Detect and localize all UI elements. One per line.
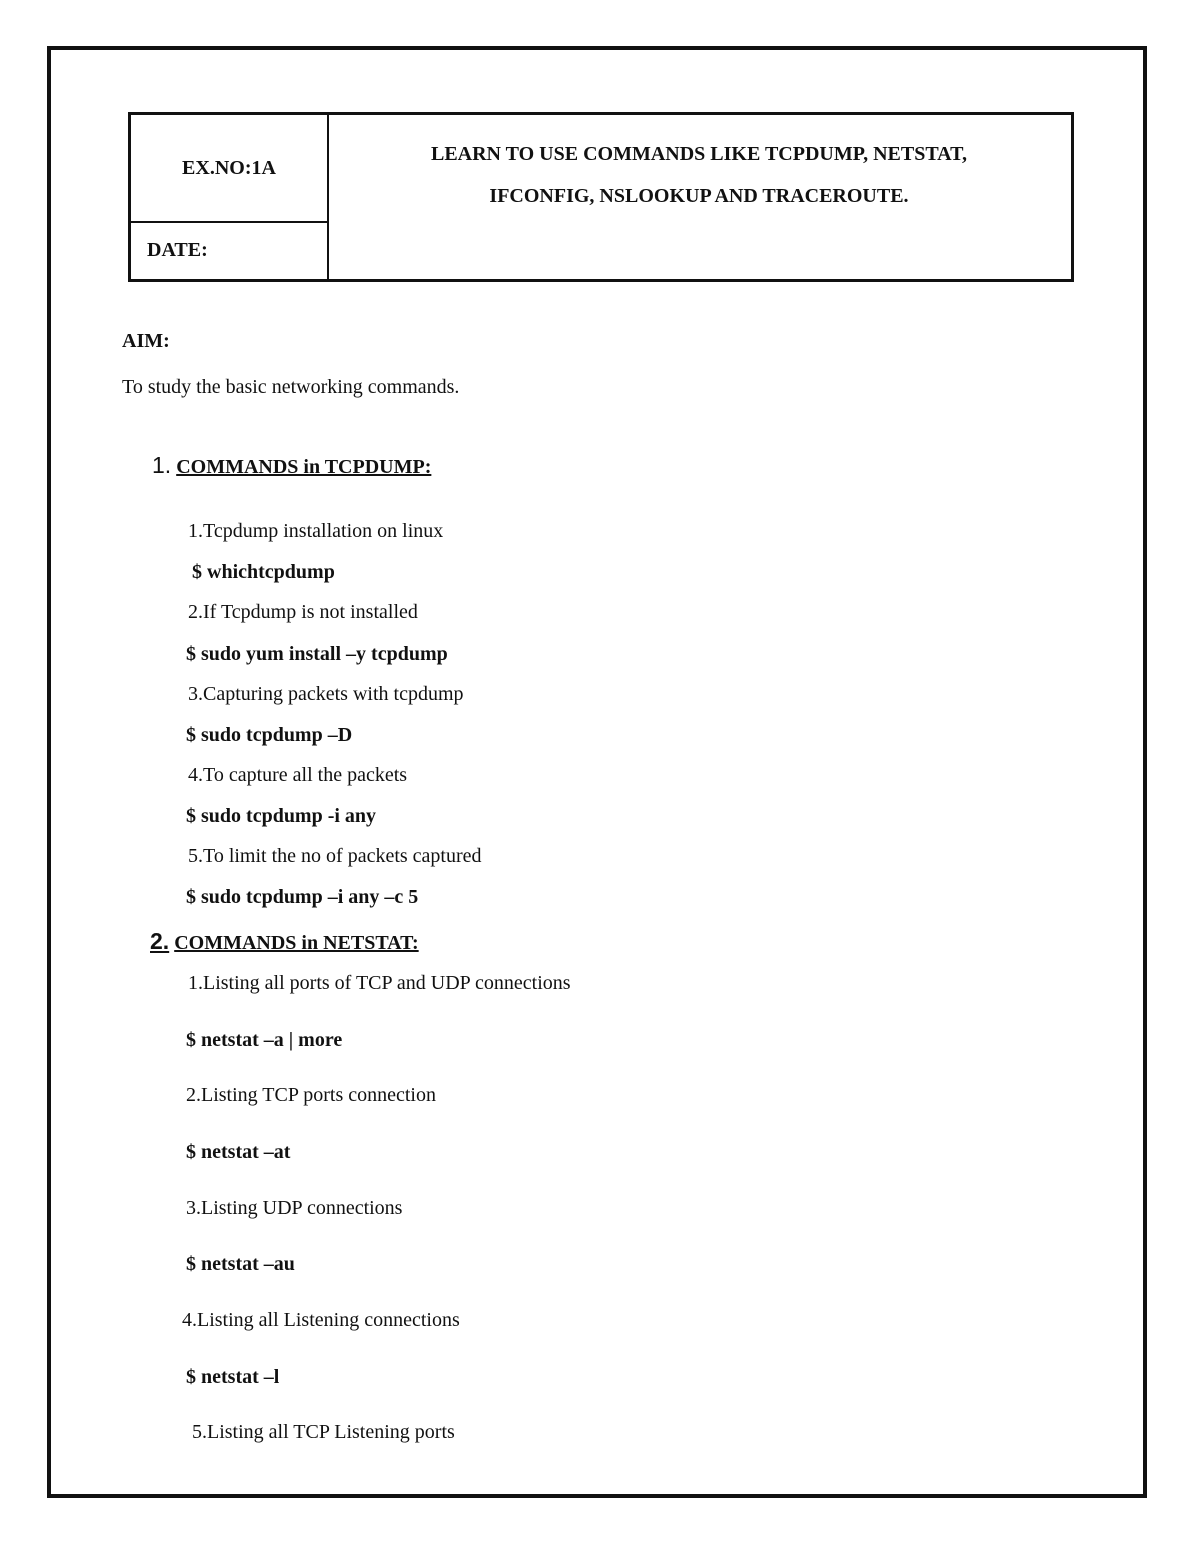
section-2-heading	[150, 928, 419, 955]
tcpdump-item-1-desc: 1.Tcpdump installation on linux	[188, 520, 444, 542]
exercise-title	[327, 133, 1071, 217]
netstat-item-1-desc: 1.Listing all ports of TCP and UDP connections	[188, 972, 571, 994]
netstat-item-4-desc: 4.Listing all Listening connections	[182, 1309, 460, 1331]
aim-label: AIM:	[122, 330, 170, 352]
header-left-column	[131, 115, 329, 279]
aim-text: To study the basic networking commands.	[122, 376, 460, 398]
exercise-number: EX.NO:1A	[131, 115, 327, 223]
date-label: DATE:	[147, 239, 208, 261]
netstat-item-4-cmd: $ netstat –l	[186, 1366, 280, 1388]
section-1-title: COMMANDS in TCPDUMP:	[176, 456, 432, 478]
netstat-item-1-cmd: $ netstat –a | more	[186, 1029, 343, 1051]
tcpdump-item-5-cmd: $ sudo tcpdump –i any –c 5	[186, 886, 419, 908]
section-1-number: 1.	[152, 452, 172, 478]
netstat-item-3-desc: 3.Listing UDP connections	[186, 1197, 403, 1219]
netstat-item-2-desc: 2.Listing TCP ports connection	[186, 1084, 436, 1106]
exercise-title-line-1: LEARN TO USE COMMANDS LIKE TCPDUMP, NETSTAT,	[430, 143, 967, 165]
tcpdump-item-3-cmd: $ sudo tcpdump –D	[186, 724, 353, 746]
tcpdump-item-5-desc: 5.To limit the no of packets captured	[188, 845, 482, 867]
tcpdump-item-4-desc: 4.To capture all the packets	[188, 764, 408, 786]
netstat-item-3-cmd: $ netstat –au	[186, 1253, 295, 1275]
tcpdump-item-2-desc: 2.If Tcpdump is not installed	[188, 601, 418, 623]
tcpdump-item-4-cmd: $ sudo tcpdump -i any	[186, 805, 377, 827]
exercise-title-line-2: IFCONFIG, NSLOOKUP AND TRACEROUTE.	[489, 185, 909, 207]
tcpdump-item-3-desc: 3.Capturing packets with tcpdump	[188, 683, 464, 705]
section-1-heading	[152, 452, 431, 479]
netstat-item-2-cmd: $ netstat –at	[186, 1141, 291, 1163]
tcpdump-item-2-cmd: $ sudo yum install –y tcpdump	[186, 643, 448, 665]
section-2-title: COMMANDS in NETSTAT:	[174, 932, 419, 954]
tcpdump-item-1-cmd: $ whichtcpdump	[192, 561, 335, 583]
section-2-number: 2.	[150, 928, 170, 954]
netstat-item-5-desc: 5.Listing all TCP Listening ports	[192, 1421, 455, 1443]
header-table	[128, 112, 1074, 282]
